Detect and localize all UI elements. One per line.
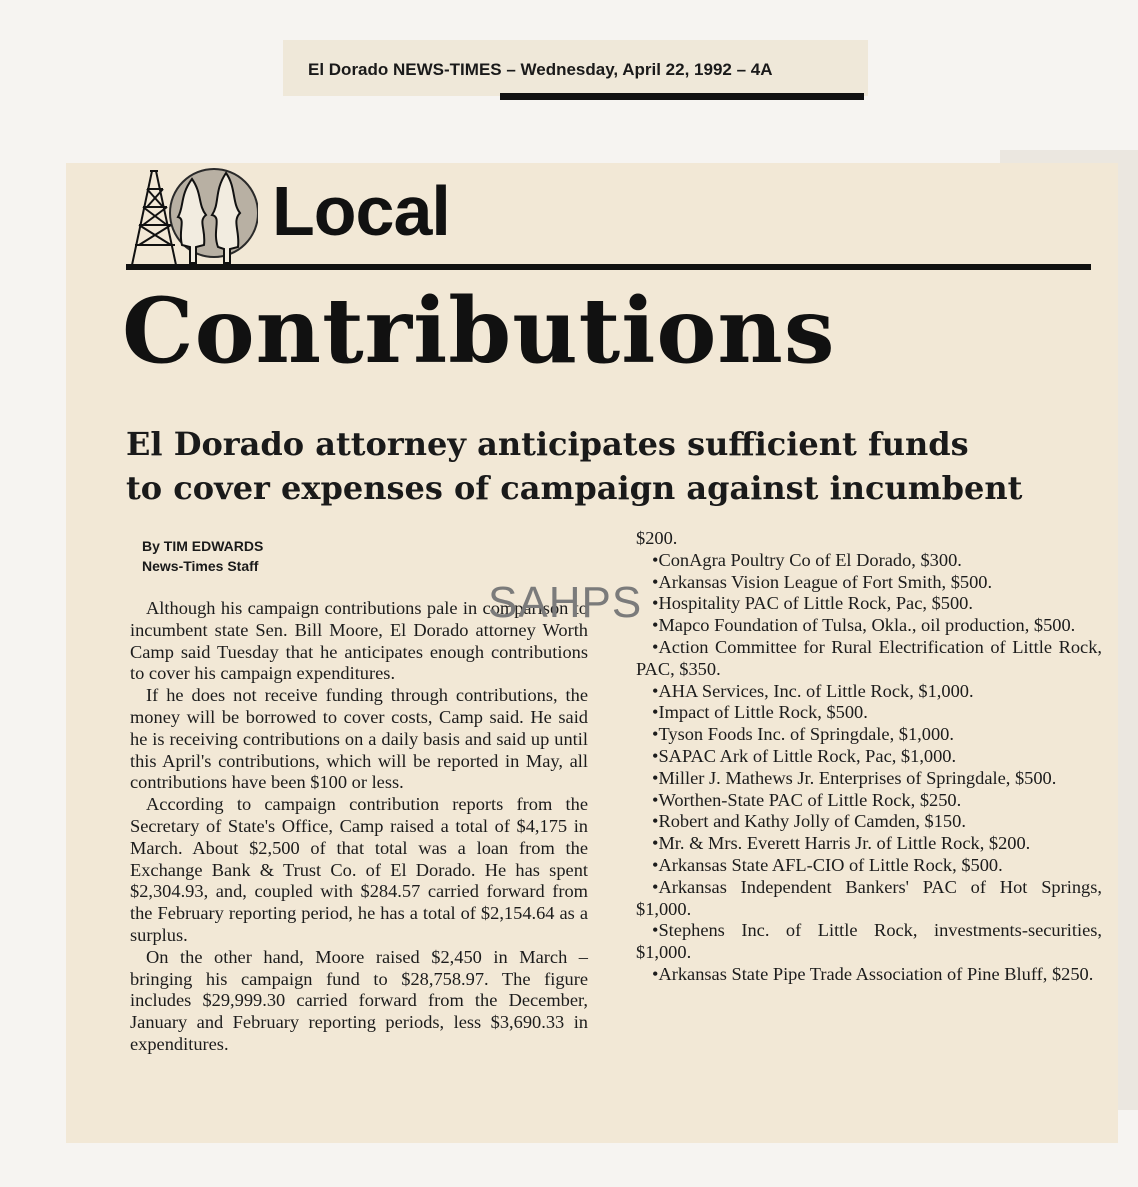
list-item: •Worthen-State PAC of Little Rock, $250. xyxy=(652,789,962,810)
deck-line: El Dorado attorney anticipates sufficient funds xyxy=(126,425,969,463)
list-item: •Arkansas Independent Bankers' PAC of Hot Springs, $1,000. xyxy=(636,876,1102,919)
masthead: El Dorado NEWS-TIMES – Wednesday, April 22, 1992 – 4A xyxy=(308,60,773,79)
contributor-list xyxy=(636,528,1102,986)
headline: Contributions xyxy=(122,278,836,384)
watermark: SAHPS xyxy=(488,578,643,627)
article-paragraph: Although his campaign contributions pale in comparison to incumbent state Sen. Bill Moore, El Dorado attorney Worth Camp said Tuesday that he anticipates enough contributions to cover his campaign expenditures. xyxy=(130,598,588,684)
list-item: •Impact of Little Rock, $500. xyxy=(652,702,868,723)
deck-line: to cover expenses of campaign against incumbent xyxy=(126,469,1023,507)
list-item: $200. xyxy=(636,528,678,548)
byline-author: By TIM EDWARDS xyxy=(142,538,264,554)
list-item: •Arkansas State Pipe Trade Association of Pine Bluff, $250. xyxy=(652,963,1094,984)
list-item: •Arkansas Vision League of Fort Smith, $500. xyxy=(652,571,993,592)
byline xyxy=(142,536,263,576)
list-item: •Arkansas State AFL-CIO of Little Rock, $500. xyxy=(652,854,1003,875)
byline-staff: News-Times Staff xyxy=(142,558,259,574)
list-item: •Miller J. Mathews Jr. Enterprises of Springdale, $500. xyxy=(652,767,1057,788)
list-item: •ConAgra Poultry Co of El Dorado, $300. xyxy=(652,549,962,570)
article-paragraph: If he does not receive funding through contributions, the money will be borrowed to cover costs, Camp said. He said he is receiving contributions on a daily basis and said up until this April's contributions, which will be reported in May, all contributions have been $100 or less. xyxy=(130,685,588,793)
list-item: •Tyson Foods Inc. of Springdale, $1,000. xyxy=(652,724,954,745)
section-title: Local xyxy=(272,172,450,250)
masthead-rule xyxy=(500,93,864,100)
list-item: •Hospitality PAC of Little Rock, Pac, $500. xyxy=(652,593,973,614)
list-item: •Stephens Inc. of Little Rock, investments-securities, $1,000. xyxy=(636,920,1102,963)
list-item: •Action Committee for Rural Electrification of Little Rock, PAC, $350. xyxy=(636,636,1102,679)
article-paragraph: On the other hand, Moore raised $2,450 in March – bringing his campaign fund to $28,758.97. The figure includes $29,999.30 carried forward from the December, January and February reporting periods, less $3,690.33 in expenditures. xyxy=(130,946,588,1054)
list-item: •Mapco Foundation of Tulsa, Okla., oil production, $500. xyxy=(652,615,1076,636)
list-item: •AHA Services, Inc. of Little Rock, $1,000. xyxy=(652,680,974,701)
oil-derrick-and-pine-trees-icon xyxy=(126,165,258,269)
list-item: •SAPAC Ark of Little Rock, Pac, $1,000. xyxy=(652,745,957,766)
list-item: •Robert and Kathy Jolly of Camden, $150. xyxy=(652,811,966,832)
list-item: •Mr. & Mrs. Everett Harris Jr. of Little Rock, $200. xyxy=(652,833,1031,854)
section-rule xyxy=(126,264,1091,270)
article-body-left-column xyxy=(130,598,588,1056)
deck xyxy=(126,422,1076,510)
article-paragraph: According to campaign contribution reports from the Secretary of State's Office, Camp raised a total of $4,175 in March. About $2,500 of that total was a loan from the Exchange Bank & Trust Co. of El Dorado. He has spent $2,304.93, and, coupled with $284.57 carried forward from the February reporting period, he has a total of $2,154.64 as a surplus. xyxy=(130,794,588,945)
